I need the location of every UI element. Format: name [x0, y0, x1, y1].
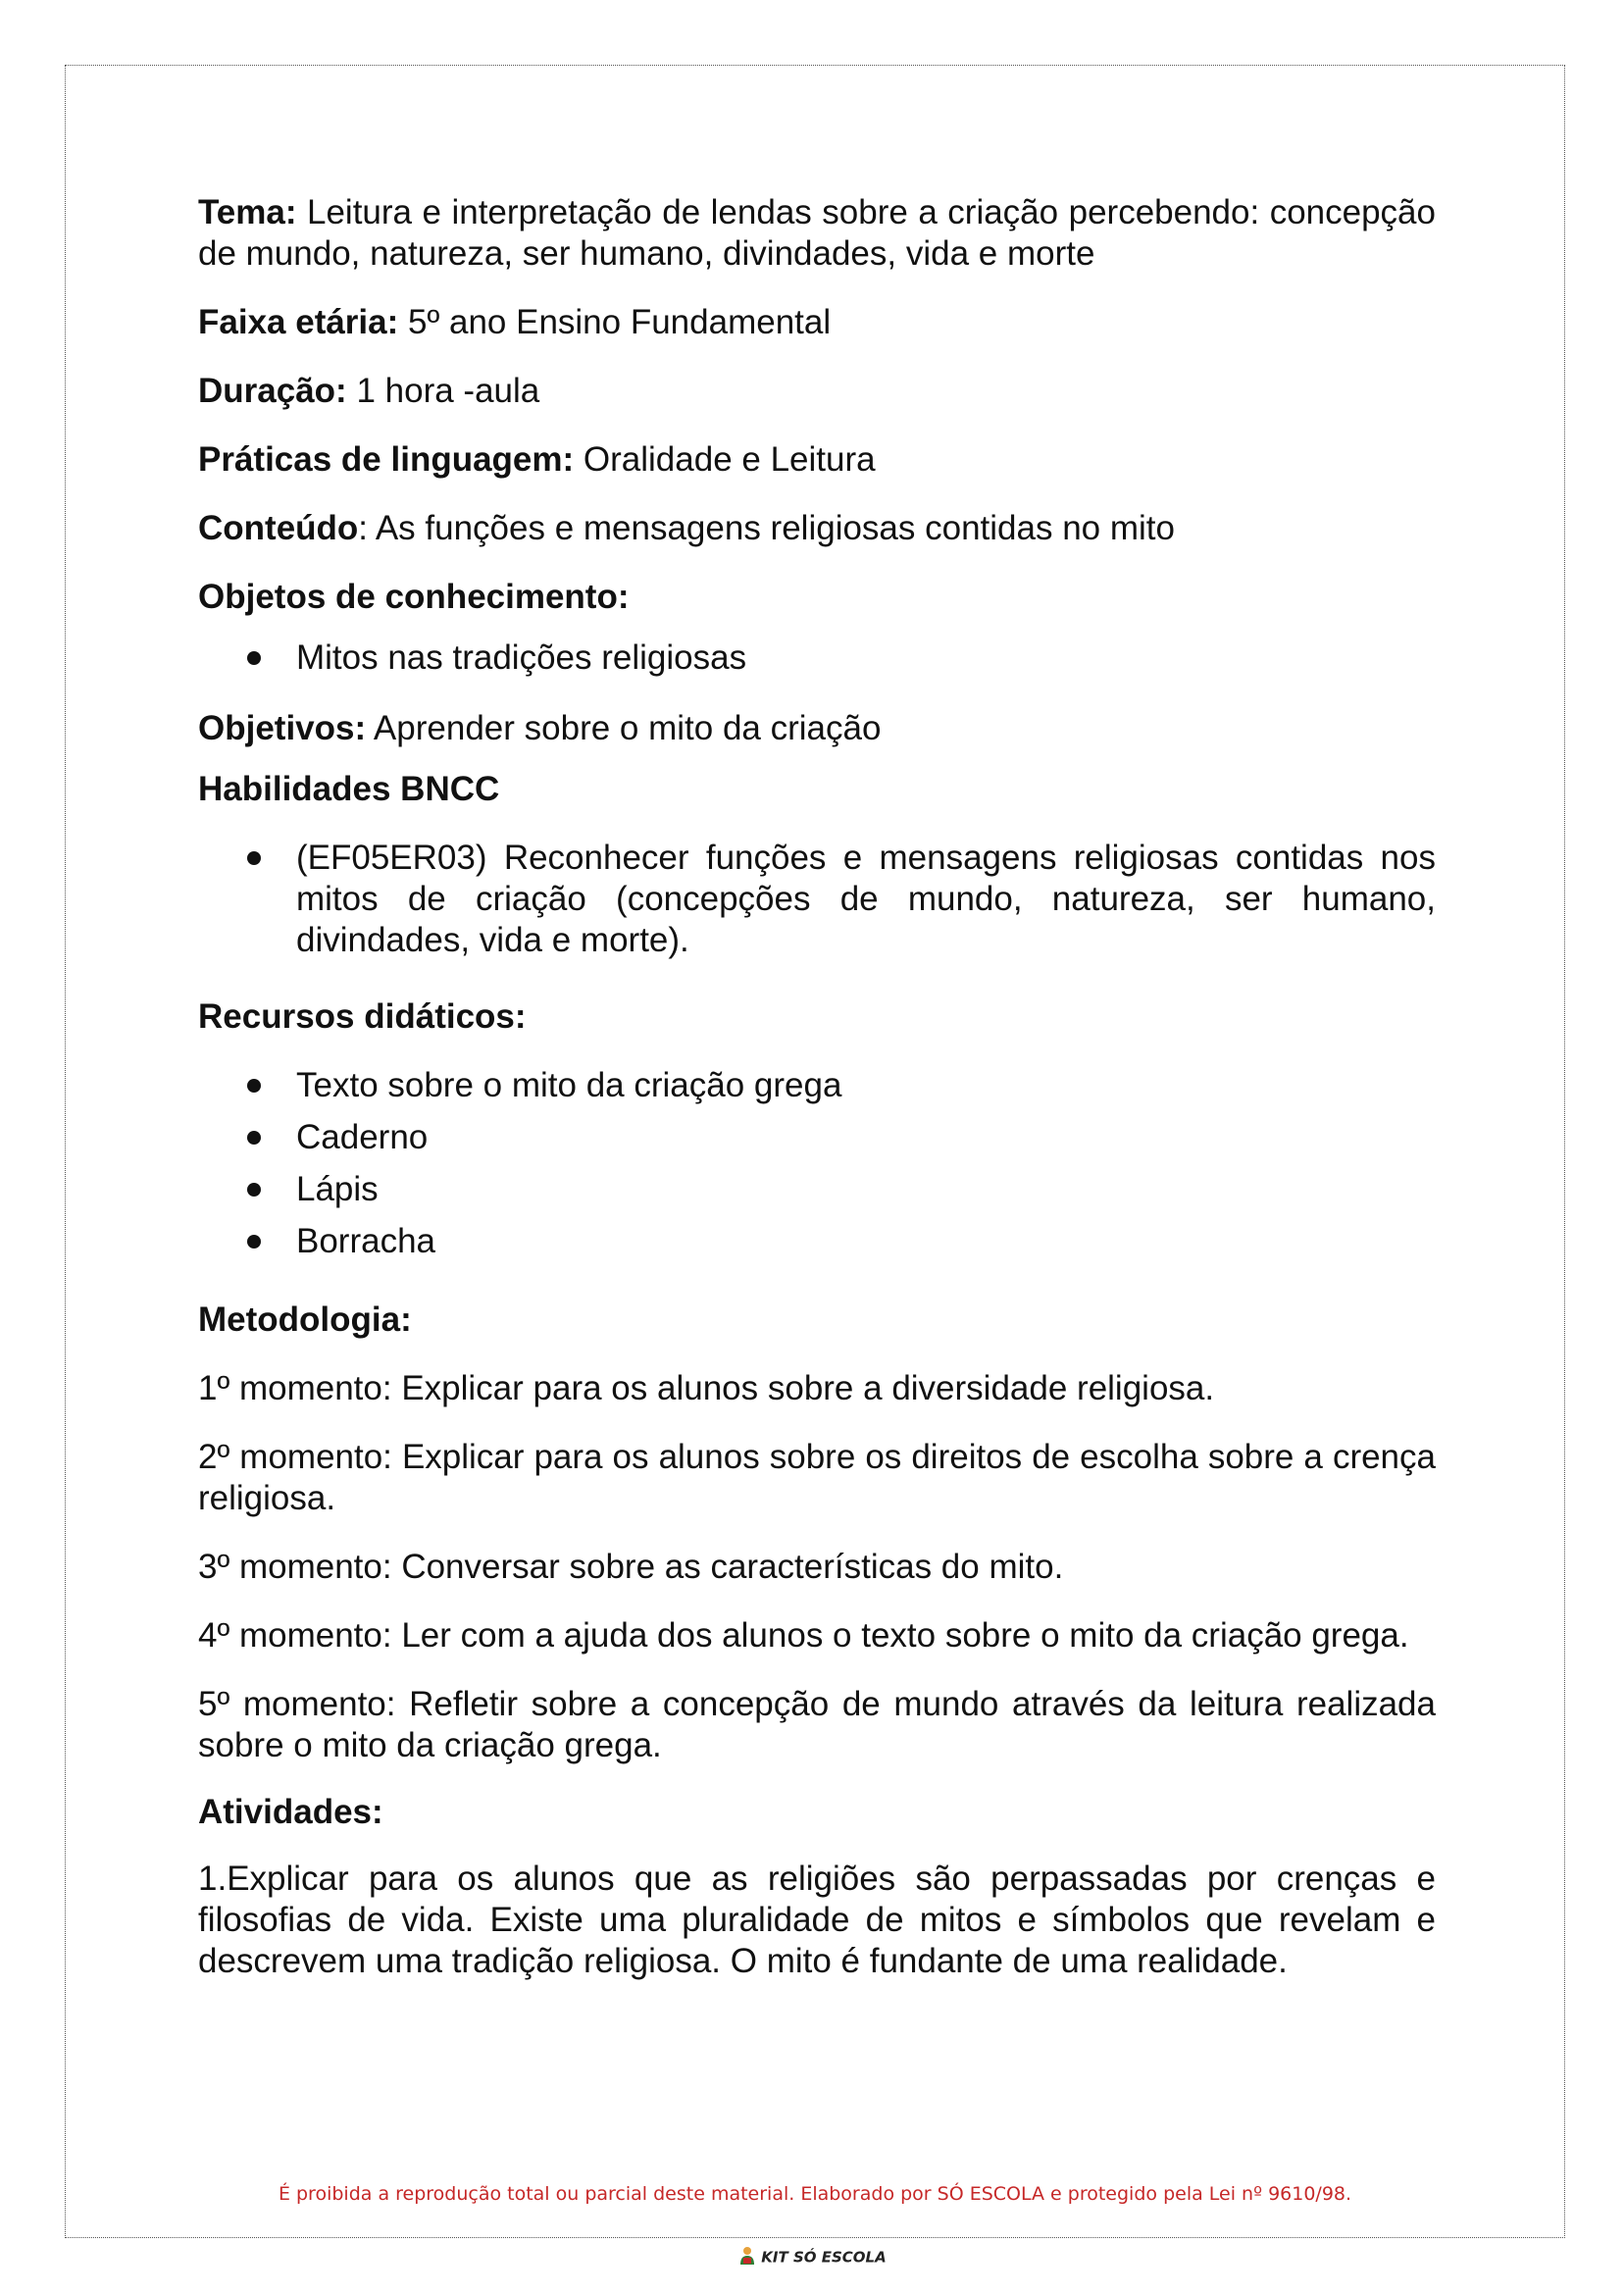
- lesson-plan: [198, 192, 1436, 2010]
- objetivos-text: Aprender sobre o mito da criação: [366, 709, 882, 747]
- recursos-list: [198, 1065, 1436, 1262]
- praticas-text: Oralidade e Leitura: [574, 440, 876, 479]
- copyright-notice: É proibida a reprodução total ou parcial deste material. Elaborado por SÓ ESCOLA e protegido pela Lei nº 9610/98.: [278, 2183, 1352, 2205]
- recursos-heading: Recursos didáticos:: [198, 997, 527, 1036]
- praticas-section: [198, 439, 1436, 481]
- list-item: [198, 637, 1436, 679]
- atividades-text: 1.Explicar para os alunos que as religiões são perpassadas por crenças e filosofias de vida. Existe uma pluralidade de mitos e símbolos que revelam e descrevem uma tradição religiosa. O mito é fundante de uma realidade.: [198, 1860, 1436, 1980]
- objetos-list: [198, 637, 1436, 679]
- objetivos-label: Objetivos:: [198, 709, 367, 747]
- list-item-text: Borracha: [296, 1222, 436, 1260]
- faixa-section: [198, 302, 1436, 343]
- moment-4: 4º momento: Ler com a ajuda dos alunos o texto sobre o mito da criação grega.: [198, 1616, 1409, 1655]
- duracao-section: [198, 371, 1436, 412]
- brand-logo: [0, 2246, 1624, 2269]
- bullet-icon: [247, 1131, 261, 1145]
- brand-name: KIT SÓ ESCOLA: [761, 2248, 887, 2267]
- list-item: [198, 838, 1436, 961]
- duracao-text: 1 hora -aula: [346, 372, 540, 410]
- bullet-icon: [247, 1183, 261, 1197]
- bullet-icon: [247, 851, 261, 865]
- list-item-text: Lápis: [296, 1170, 379, 1208]
- bullet-icon: [247, 1079, 261, 1093]
- tema-text: Leitura e interpretação de lendas sobre a criação percebendo: concepção de mundo, natureza, ser humano, divindades, vida e morte: [198, 193, 1436, 273]
- list-item-text: Texto sobre o mito da criação grega: [296, 1066, 842, 1104]
- list-item: [198, 1117, 1436, 1158]
- duracao-label: Duração:: [198, 372, 347, 410]
- tema-label: Tema:: [198, 193, 297, 231]
- conteudo-label: Conteúdo: [198, 509, 359, 547]
- moment-3: 3º momento: Conversar sobre as características do mito.: [198, 1548, 1064, 1586]
- list-item-text: (EF05ER03) Reconhecer funções e mensagens religiosas contidas nos mitos de criação (concepções de mundo, natureza, ser humano, divindades, vida e morte).: [296, 839, 1436, 959]
- list-item: [198, 1065, 1436, 1106]
- bullet-icon: [247, 1235, 261, 1249]
- habilidades-heading: Habilidades BNCC: [198, 770, 500, 808]
- habilidades-list: [198, 838, 1436, 961]
- conteudo-text: : As funções e mensagens religiosas contidas no mito: [358, 509, 1175, 547]
- bullet-icon: [247, 651, 261, 665]
- objetos-heading: Objetos de conhecimento:: [198, 578, 630, 616]
- moment-1: 1º momento: Explicar para os alunos sobre a diversidade religiosa.: [198, 1369, 1215, 1407]
- faixa-label: Faixa etária:: [198, 303, 399, 341]
- list-item: [198, 1169, 1436, 1210]
- conteudo-section: [198, 508, 1436, 549]
- faixa-text: 5º ano Ensino Fundamental: [398, 303, 832, 341]
- metodologia-heading: Metodologia:: [198, 1300, 412, 1339]
- student-icon: [737, 2246, 757, 2269]
- list-item: [198, 1221, 1436, 1262]
- atividades-heading: Atividades:: [198, 1793, 383, 1831]
- praticas-label: Práticas de linguagem:: [198, 440, 575, 479]
- objetivos-section: [198, 708, 1436, 749]
- list-item-text: Caderno: [296, 1118, 429, 1156]
- list-item-text: Mitos nas tradições religiosas: [296, 638, 747, 677]
- moment-5: 5º momento: Refletir sobre a concepção de mundo através da leitura realizada sobre o mito da criação grega.: [198, 1685, 1436, 1764]
- tema-section: [198, 192, 1436, 275]
- moment-2: 2º momento: Explicar para os alunos sobre os direitos de escolha sobre a crença religiosa.: [198, 1438, 1436, 1517]
